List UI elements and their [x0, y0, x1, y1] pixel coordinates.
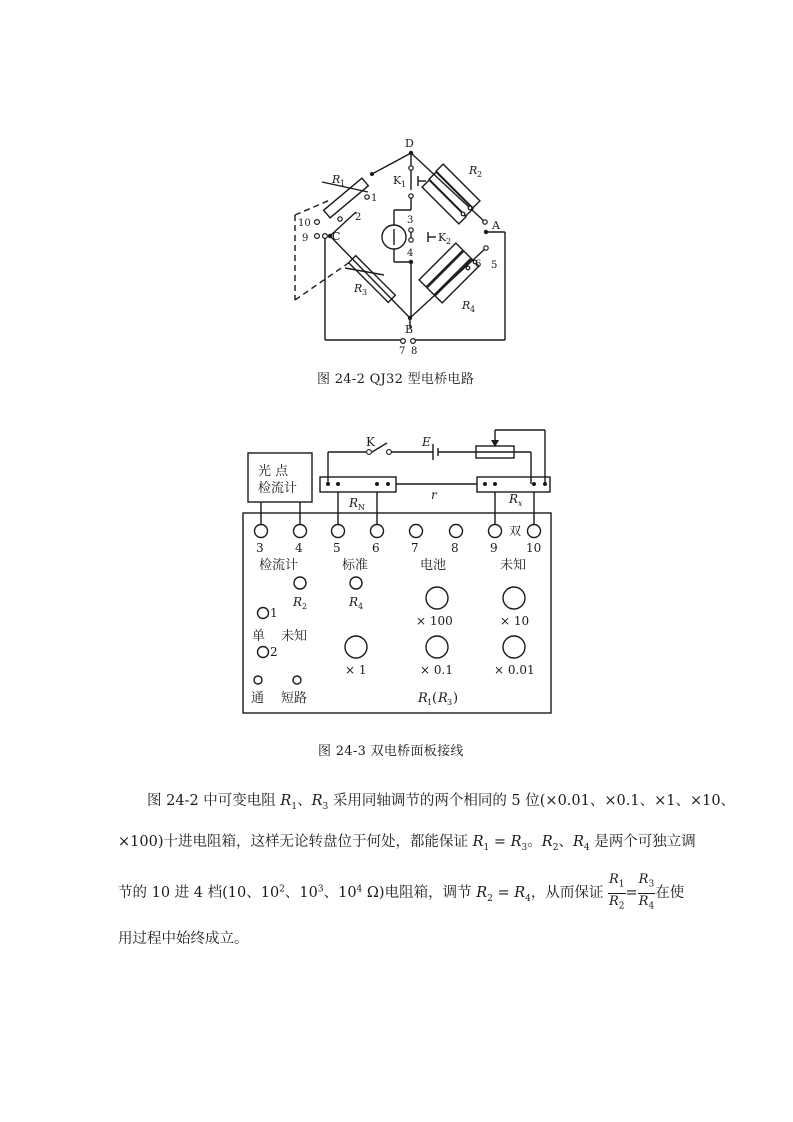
- k1-label: K: [393, 174, 402, 187]
- bridge-circuit-diagram: [285, 130, 525, 362]
- terminal-4: 4: [407, 248, 414, 259]
- terminal-6: 6: [475, 259, 482, 270]
- single-label: 单: [252, 629, 266, 644]
- dial-x0.1-label: × 0.1: [420, 663, 453, 677]
- r4-knob-label: R: [349, 595, 359, 609]
- terminal-10: 10: [298, 218, 311, 229]
- terminal-9-label: 9: [490, 541, 498, 555]
- k1-sub: 1: [401, 180, 407, 189]
- terminal-1: 1: [371, 193, 378, 204]
- node-B-label: B: [405, 323, 414, 336]
- paragraph-line-1: 图 24-2 中可变电阻 $R_1$、$R_3$ 采用同轴调节的两个相同的 5 位(×0.01、×0.1、×1、×10、: [147, 793, 736, 812]
- r1r3-paren-open: (: [432, 691, 438, 706]
- double-bridge-panel-diagram: [238, 420, 558, 720]
- dial-x1-label: × 1: [345, 663, 367, 677]
- r2-label: R: [469, 164, 478, 177]
- terminal-7: 7: [399, 346, 406, 357]
- rn-label: R: [349, 496, 359, 510]
- terminal-5-label: 5: [333, 541, 341, 555]
- paragraph-line-4: 用过程中始终成立。: [118, 931, 249, 947]
- switch-k-label: K: [366, 435, 375, 449]
- dial-x100-label: × 100: [416, 614, 453, 628]
- paragraph-line-2: ×100)十进电阻箱，这样无论转盘位于何处，都能保证 $R_1 = R_3$。$R_2$、$R_4$ 是两个可独立调: [118, 834, 696, 853]
- r1r3-paren-close: ): [453, 691, 459, 706]
- group-battery-label: 电池: [420, 558, 447, 573]
- rn-sub: N: [358, 503, 365, 512]
- terminal-8: 8: [411, 346, 418, 357]
- k2-sub: 2: [446, 237, 452, 246]
- pass-label: 通: [251, 691, 265, 706]
- terminal-3-label: 3: [256, 541, 264, 555]
- short-circuit-label: 短路: [281, 691, 308, 706]
- terminal-2: 2: [355, 212, 362, 223]
- switch-pos-1-label: 1: [270, 606, 278, 620]
- node-C-label: C: [332, 230, 341, 243]
- galvanometer-label-line2: 检流计: [258, 481, 298, 496]
- group-galvanometer-label: 检流计: [259, 558, 299, 573]
- unknown-label: 未知: [281, 629, 308, 644]
- terminal-6-label: 6: [372, 541, 380, 555]
- rx-label: R: [509, 492, 519, 506]
- galvanometer-label-line1: 光 点: [258, 464, 289, 479]
- r2-knob-sub: 2: [302, 602, 308, 611]
- figure-caption-2: 图 24-3 双电桥面板接线: [318, 744, 464, 759]
- r1r3-sub1: 1: [427, 698, 433, 707]
- node-D-label: D: [405, 137, 414, 150]
- terminal-9: 9: [302, 233, 309, 244]
- terminal-5: 5: [491, 260, 498, 271]
- r4-label: R: [462, 299, 471, 312]
- r3-label: R: [354, 282, 363, 295]
- rx-sub: x: [518, 499, 523, 508]
- switch-pos-2-label: 2: [270, 645, 278, 659]
- terminal-8-label: 8: [451, 541, 459, 555]
- group-standard-label: 标准: [342, 558, 369, 573]
- lead-r-label: r: [431, 488, 437, 502]
- r1-label: R: [332, 173, 341, 186]
- ratio-r3-r4: $\frac{R_3}{R_4}$: [638, 872, 655, 912]
- ratio-r1-r2: $\frac{R_1}{R_2}$: [608, 872, 625, 912]
- k2-label: K: [438, 231, 447, 244]
- battery-e-label: E: [422, 435, 431, 449]
- dial-x0.01-label: × 0.01: [494, 663, 535, 677]
- r4-sub: 4: [470, 305, 476, 314]
- r2-knob-label: R: [293, 595, 303, 609]
- shuang-label: 双: [509, 524, 522, 538]
- r1r3-r3: R: [438, 691, 448, 706]
- terminal-4-label: 4: [295, 541, 303, 555]
- r4-knob-sub: 4: [358, 602, 364, 611]
- r3-sub: 3: [362, 288, 368, 297]
- paragraph-line-3: 节的 10 进 4 档(10、$10^2$、$10^3$、$10^4$ Ω)电阻箱，调节 $R_2 = R_4$，从而保证 $\frac{R_1}{R_2}$ = $\frac{R_3}{R_4}$ 在使: [118, 872, 684, 914]
- node-A-label: A: [492, 219, 500, 232]
- figure-caption: 图 24-2 QJ32 型电桥电路: [317, 372, 475, 387]
- dial-x10-label: × 10: [500, 614, 530, 628]
- terminal-7-label: 7: [411, 541, 419, 555]
- terminal-10-label: 10: [526, 541, 542, 555]
- r1-sub: 1: [340, 179, 346, 188]
- r1r3-label: R: [418, 691, 428, 706]
- group-unknown-label: 未知: [500, 558, 527, 573]
- r2-sub: 2: [477, 170, 483, 179]
- terminal-3: 3: [407, 215, 414, 226]
- r1r3-sub3: 3: [447, 698, 453, 707]
